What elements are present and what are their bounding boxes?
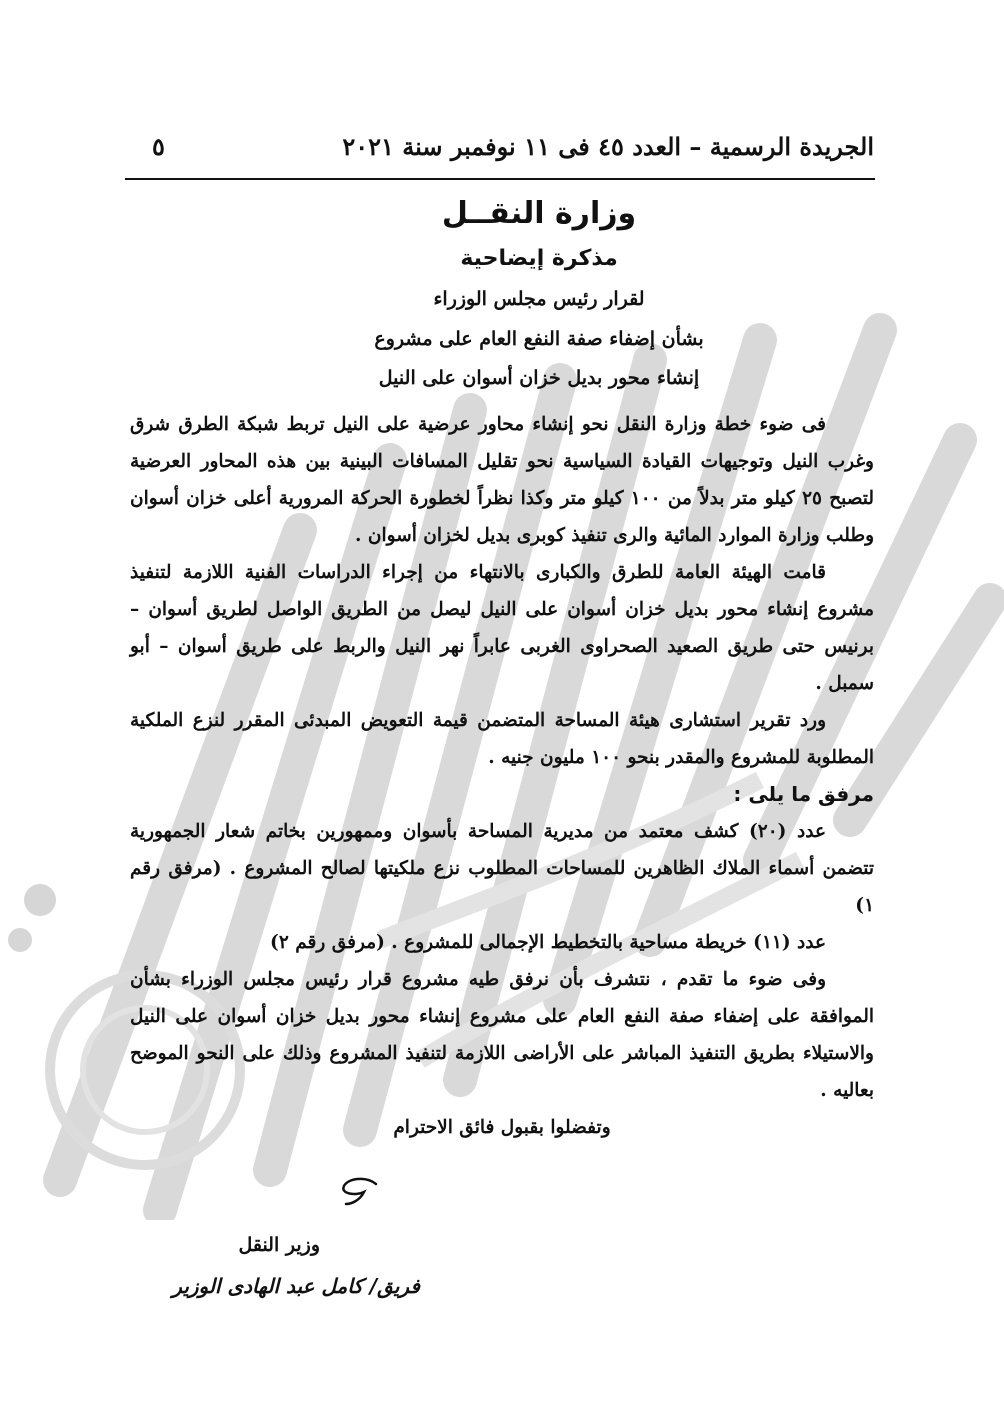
gazette-title: الجريدة الرسمية – العدد ٤٥ فى ١١ نوفمبر سنة ٢٠٢١ <box>342 132 874 161</box>
ministry-heading <box>0 196 1004 231</box>
memo-body <box>130 406 874 1146</box>
attachment-item-2: عدد (١١) خريطة مساحية بالتخطيط الإجمالى للمشروع . (مرفق رقم ٢) <box>270 932 826 953</box>
paragraph-request: وفى ضوء ما تقدم ، نتشرف بأن نرفق طيه مشروع قرار رئيس مجلس الوزراء بشأن الموافقة على إضفاء صفة النفع العام على مشروع إنشاء محور بديل خزان أسوان على النيل والاستيلاء بطريق التنفيذ المباشر على الأراضى اللازمة لتنفيذ المشروع وذلك على النحو الموضح بعاليه . <box>130 969 874 1101</box>
title-line-3: إنشاء محور بديل خزان أسوان على النيل <box>378 367 700 389</box>
closing-line: وتفضلوا بقبول فائق الاحترام <box>393 1117 611 1138</box>
paragraph-background: فى ضوء خطة وزارة النقل نحو إنشاء محاور عرضية على النيل تربط شبكة الطرق شرق وغرب النيل وتوجيهات القيادة السياسية نحو تقليل المسافات البينية بين هذه المحاور العرضية لتصبح ٢٥ كيلو متر بدلاً من ١٠٠ كيلو متر وكذا نظراً لخطورة الحركة المرورية أعلى خزان أسوان وطلب وزارة الموارد المائية والرى تنفيذ كوبرى بديل لخزان أسوان . <box>130 414 874 546</box>
signature-mark <box>338 1174 380 1208</box>
attachment-item-1: عدد (٢٠) كشف معتمد من مديرية المساحة بأسوان وممهورين بخاتم شعار الجمهورية تتضمن أسماء الملاك الظاهرين للمساحات المطلوب نزع ملكيتها لصالح المشروع . (مرفق رقم ١) <box>130 821 874 916</box>
memo-type: مذكرة إيضاحية <box>460 246 618 271</box>
memo-heading <box>0 246 1004 271</box>
page-header <box>130 130 874 170</box>
page-number: ٥ <box>152 132 165 161</box>
ministry-name: وزارة النقــل <box>441 196 637 231</box>
title-line-1: لقرار رئيس مجلس الوزراء <box>433 288 645 310</box>
title-line-2: بشأن إضفاء صفة النفع العام على مشروع <box>374 328 704 350</box>
header-divider <box>125 178 875 180</box>
attachments-heading: مرفق ما يلى : <box>733 782 874 806</box>
paragraph-compensation: ورد تقرير استشارى هيئة المساحة المتضمن قيمة التعويض المبدئى المقرر لنزع الملكية المطلوبة للمشروع والمقدر بنحو ١٠٠ مليون جنيه . <box>130 710 874 768</box>
paragraph-studies: قامت الهيئة العامة للطرق والكبارى بالانتهاء من إجراء الدراسات الفنية اللازمة لتنفيذ مشروع إنشاء محور بديل خزان أسوان على النيل ليصل من الطريق الواصل لطريق أسوان – برنيس حتى طريق الصعيد الصحراوى الغربى عابراً نهر النيل والربط على طريق أسوان – أبو سمبل . <box>130 562 874 694</box>
minister-name: فريق/ كامل عبد الهادى الوزير <box>172 1274 420 1298</box>
minister-title: وزير النقل <box>238 1234 320 1256</box>
